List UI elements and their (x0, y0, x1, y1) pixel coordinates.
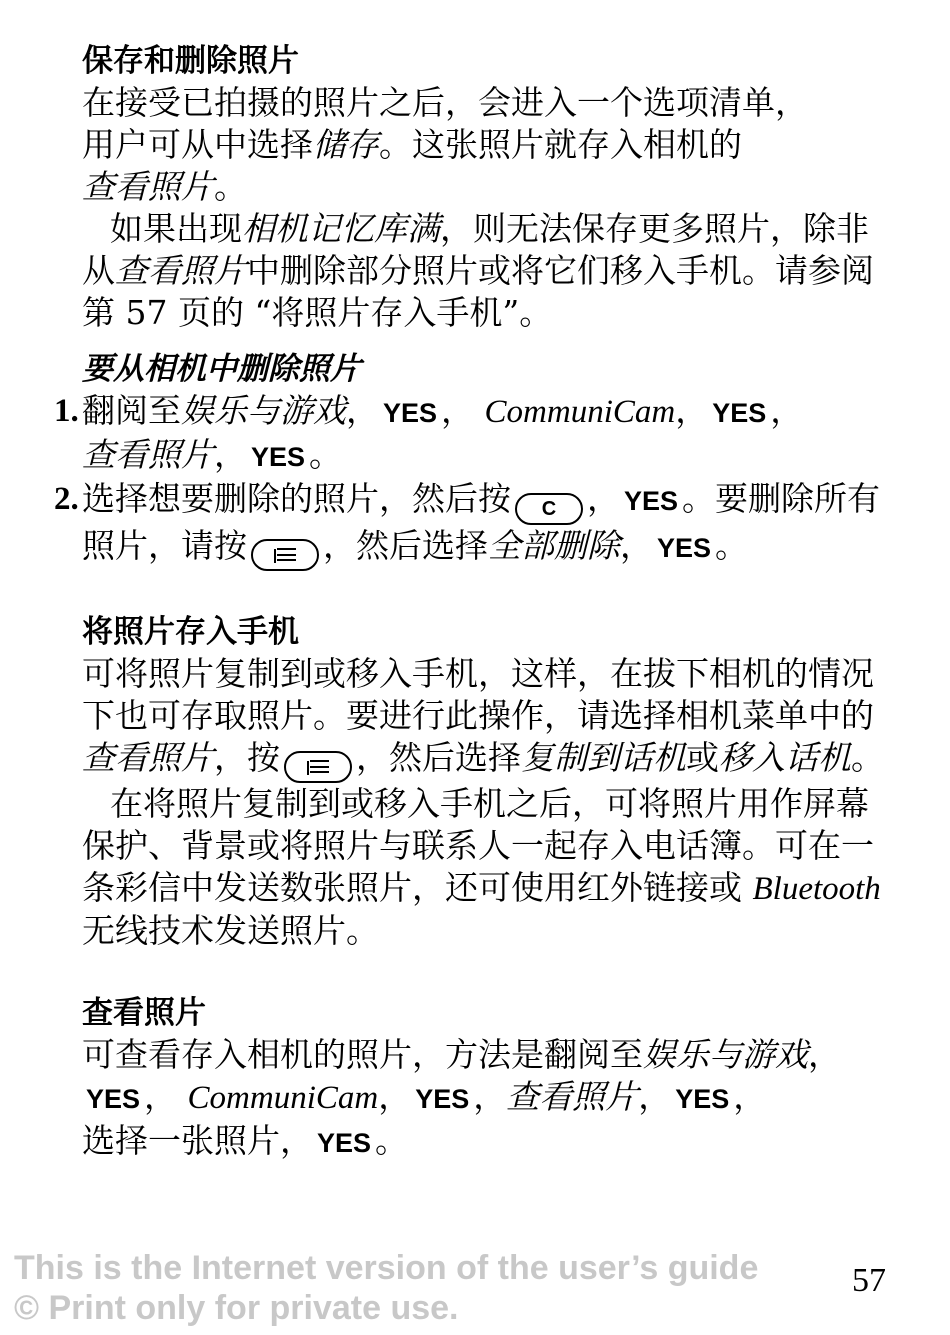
menu-term-memory-full: 相机记忆库满 (242, 209, 440, 248)
yes-key-label: YES (415, 1084, 470, 1114)
menu-term-save: 储存 (313, 125, 379, 164)
paragraph-view-photos: 可查看存入相机的照片，方法是翻阅至娱乐与游戏，YES ， CommuniCam， YES ，查看照片， YES ， 选择一张照片， YES 。 (82, 1035, 841, 1160)
menu-term-copy-to-phone: 复制到话机 (521, 738, 686, 777)
step-1: 1. 翻阅至娱乐与游戏， YES ， CommuniCam， YES ， 查看照片， YES 。 (54, 391, 804, 474)
menu-term-move-to-phone: 移入话机 (719, 738, 851, 777)
menu-key-icon (284, 751, 352, 783)
yes-key-label: YES (251, 442, 306, 472)
menu-term-view-photos: 查看照片 (506, 1077, 639, 1116)
yes-key-label: YES (675, 1084, 730, 1114)
step-2: 2. 选择想要删除的照片，然后按 C ， YES 。要删除所有照片，请按 ，然后选择全部删除， YES 。 (82, 478, 892, 571)
menu-term-entertainment: 娱乐与游戏 (643, 1035, 808, 1074)
app-name-communicam: CommuniCam (484, 394, 676, 430)
term-bluetooth: Bluetooth (752, 871, 881, 907)
yes-key-label: YES (712, 398, 767, 428)
yes-key-label: YES (317, 1128, 372, 1158)
menu-term-view-photos: 查看照片 (115, 251, 247, 290)
section-title-view-photos: 查看照片 (82, 995, 206, 1031)
page-number: 57 (852, 1262, 886, 1299)
footer-line-1: This is the Internet version of the user’s guide (14, 1249, 759, 1287)
menu-term-entertainment: 娱乐与游戏 (181, 391, 346, 430)
menu-term-view-photos: 查看照片 (82, 738, 214, 777)
yes-key-label: YES (657, 533, 712, 563)
yes-key-label: YES (86, 1084, 141, 1114)
footer-line-2: © Print only for private use. (14, 1289, 459, 1327)
menu-term-view-photos: 查看照片 (82, 435, 214, 474)
menu-term-view-photos: 查看照片 (82, 167, 214, 206)
paragraph-save: 在接受已拍摄的照片之后，会进入一个选项清单， 用户可从中选择储存。这张照片就存入相机的 查看照片。 (82, 83, 808, 206)
menu-key-icon (251, 539, 319, 571)
yes-key-label: YES (624, 486, 679, 516)
menu-term-delete-all: 全部删除 (488, 526, 620, 565)
footer-notice (14, 1248, 758, 1328)
section-title-save-to-phone: 将照片存入手机 (82, 614, 299, 650)
section-title-save-delete: 保存和删除照片 (82, 43, 299, 79)
c-key-icon: C (515, 493, 583, 525)
paragraph-after-copy: 在将照片复制到或移入手机之后，可将照片用作屏幕保护、背景或将照片与联系人一起存入电话簿。可在一条彩信中发送数张照片，还可使用红外链接或 Bluetooth 无线技术发送照片。 (82, 784, 881, 950)
paragraph-copy-to-phone: 可将照片复制到或移入手机，这样，在拔下相机的情况下也可存取照片。要进行此操作，请选择相机菜单中的查看照片，按 ，然后选择复制到话机或移入话机。 (82, 653, 892, 783)
page-content (54, 40, 892, 1164)
paragraph-memory-full: 如果出现相机记忆库满，则无法保存更多照片，除非从查看照片中删除部分照片或将它们移入手机。请参阅第 57 页的 “将照片存入手机”。 (82, 209, 874, 332)
yes-key-label: YES (383, 398, 438, 428)
delete-steps (54, 390, 892, 571)
app-name-communicam: CommuniCam (187, 1080, 379, 1116)
subsection-title-delete: 要从相机中删除照片 (82, 351, 361, 387)
